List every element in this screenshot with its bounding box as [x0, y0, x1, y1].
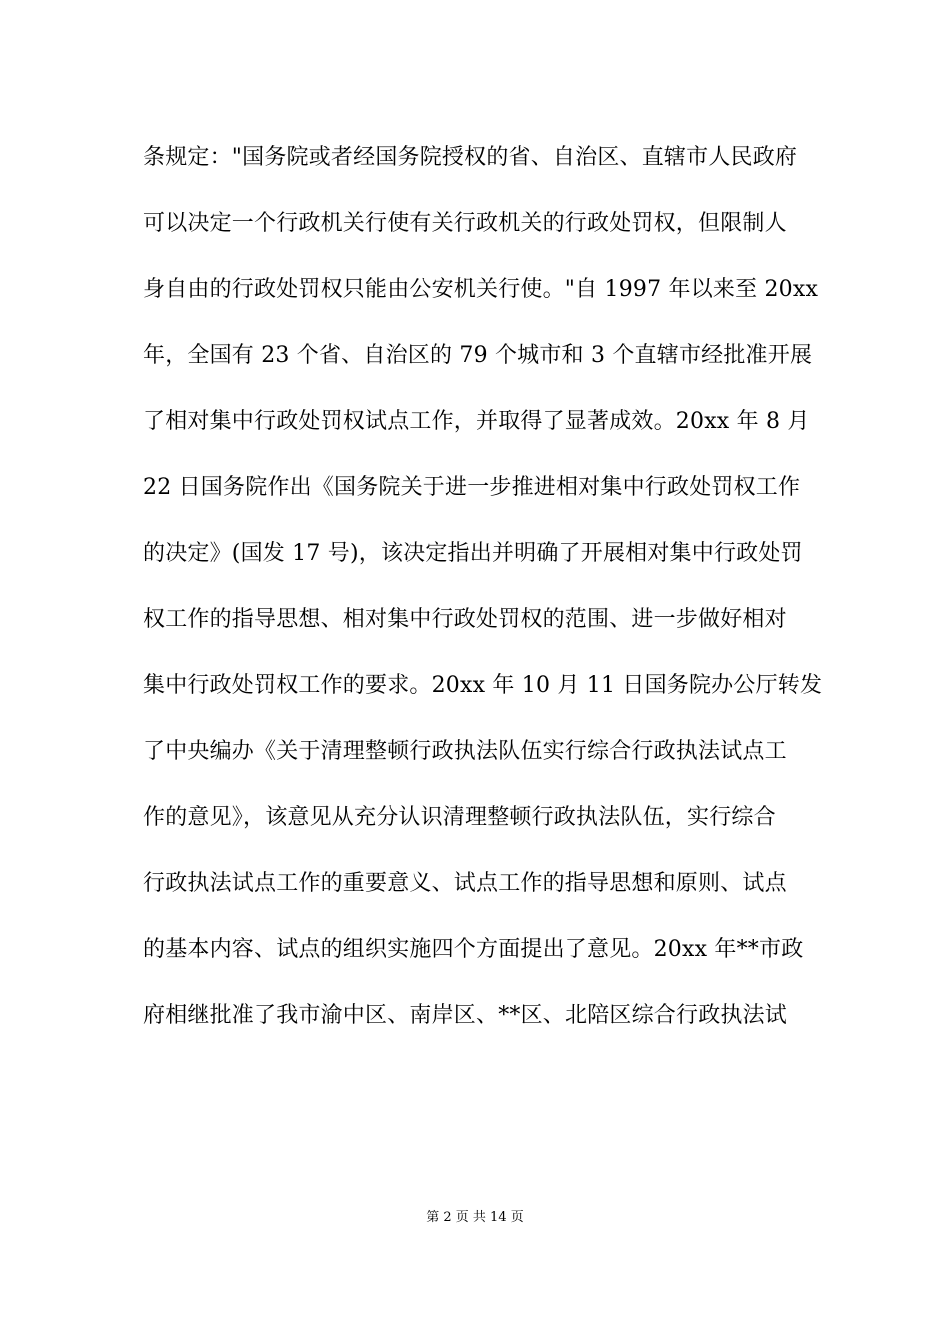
- text-line-13: 的基本内容、试点的组织实施四个方面提出了意见。20xx 年**市政: [143, 937, 804, 962]
- text-line-6: 22 日国务院作出《国务院关于进一步推进相对集中行政处罚权工作: [143, 475, 801, 500]
- text-line-8: 权工作的指导思想、相对集中行政处罚权的范围、进一步做好相对: [143, 607, 787, 632]
- text-line-3: 身自由的行政处罚权只能由公安机关行使。"自 1997 年以来至 20xx: [143, 277, 819, 302]
- page-number-footer: 第 2 页 共 14 页: [426, 1210, 524, 1225]
- text-line-9: 集中行政处罚权工作的要求。20xx 年 10 月 11 日国务院办公厅转发: [143, 673, 823, 698]
- text-line-5: 了相对集中行政处罚权试点工作，并取得了显著成效。20xx 年 8 月: [143, 409, 810, 434]
- text-line-2: 可以决定一个行政机关行使有关行政机关的行政处罚权，但限制人: [143, 211, 787, 236]
- text-line-10: 了中央编办《关于清理整顿行政执法队伍实行综合行政执法试点工: [143, 739, 787, 764]
- text-line-4: 年，全国有 23 个省、自治区的 79 个城市和 3 个直辖市经批准开展: [143, 343, 813, 368]
- text-line-14: 府相继批准了我市渝中区、南岸区、**区、北陪区综合行政执法试: [143, 1003, 788, 1028]
- text-line-7: 的决定》(国发 17 号)，该决定指出并明确了开展相对集中行政处罚: [143, 541, 803, 566]
- text-line-1: 条规定："国务院或者经国务院授权的省、自治区、直辖市人民政府: [143, 145, 798, 170]
- text-line-11: 作的意见》，该意见从充分认识清理整顿行政执法队伍，实行综合: [143, 805, 776, 830]
- text-line-12: 行政执法试点工作的重要意义、试点工作的指导思想和原则、试点: [143, 871, 787, 896]
